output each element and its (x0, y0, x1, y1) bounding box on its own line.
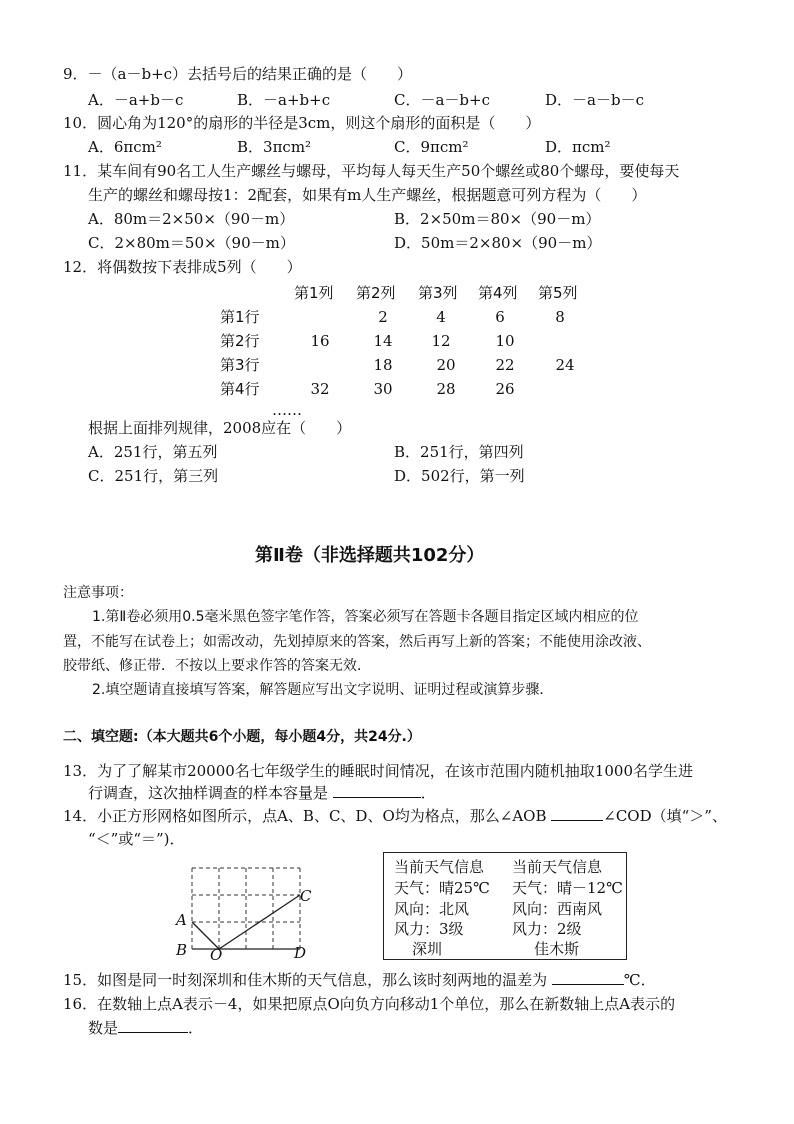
weather-left-title: 当前天气信息 (394, 858, 485, 876)
q12-option-a: A．251行，第五列 (88, 443, 218, 461)
weather-right-city: 佳木斯 (534, 940, 580, 958)
grid-lines (192, 868, 300, 949)
table-cell: 28 (436, 380, 456, 398)
col-header-5: 第5列 (538, 284, 578, 302)
notice-label: 注意事项： (63, 585, 133, 601)
q16-answer-blank[interactable] (118, 1018, 188, 1033)
weather-right-wind-direction: 风向：西南风 (512, 900, 603, 918)
q11-stem-line2: 生产的螺丝和螺母按1：2配套，如果有m人生产螺丝，根据题意可列方程为（ ） (88, 186, 647, 204)
q11-option-c: C．2×80m＝50×（90－m） (88, 234, 295, 252)
q14-line2: “＜”或“＝”)． (88, 830, 185, 848)
q13-text: 行调查，这次抽样调查的样本容量是 (88, 784, 329, 802)
table-cell: 10 (495, 332, 515, 350)
col-header-1: 第1列 (294, 284, 334, 302)
q13-line1: 13．为了了解某市20000名七年级学生的睡眠时间情况，在该市范围内随机抽取1000名学生进 (63, 762, 693, 780)
q13-line2 (88, 783, 436, 803)
weather-left-city: 深圳 (412, 940, 443, 958)
q14-text-b: ∠COD（填“＞”、 (603, 807, 727, 825)
q16-end: ． (188, 1019, 204, 1037)
row-header-1: 第1行 (220, 308, 260, 326)
weather-info-box (383, 852, 627, 960)
q15-text: 15．如图是同一时刻深圳和佳木斯的天气信息，那么该时刻两地的温差为 (63, 971, 548, 989)
q9-stem: 9．－（a－b+c）去括号后的结果正确的是（ ） (63, 65, 413, 83)
q12-option-b: B．251行，第四列 (394, 443, 524, 461)
row-header-2: 第2行 (220, 332, 260, 350)
q9-option-b: B．－a+b+c (237, 91, 331, 109)
q14-line1 (63, 806, 727, 826)
notice1-line1: 1.第Ⅱ卷必须用0.5毫米黑色签字笔作答，答案必须写在答题卡各题目指定区域内相应的位 (92, 609, 639, 625)
point-label-d: D (294, 944, 307, 962)
table-ellipsis: …… (272, 401, 302, 419)
q10-option-d: D．πcm² (545, 138, 611, 156)
q10-option-a: A．6πcm² (88, 138, 162, 156)
col-header-3: 第3列 (418, 284, 458, 302)
q14-text-a: 14．小正方形网格如图所示，点A、B、C、D、O均为格点，那么∠AOB (63, 807, 547, 825)
q11-option-d: D．50m＝2×80×（90－m） (394, 234, 602, 252)
q16-line2 (88, 1018, 203, 1038)
table-cell: 20 (436, 356, 456, 374)
weather-left-wind-force: 风力：3级 (394, 920, 464, 938)
grid-figure (170, 860, 340, 968)
notice1-line2: 置，不能写在试卷上；如需改动，先划掉原来的答案，然后再写上新的答案；不能使用涂改液、 (63, 634, 651, 650)
q16-line1: 16．在数轴上点A表示－4，如果把原点O向负方向移动1个单位，那么在新数轴上点A表示的 (63, 995, 676, 1013)
weather-left-condition: 天气：晴25℃ (394, 879, 490, 897)
table-cell: 32 (310, 380, 330, 398)
q15-line (63, 970, 656, 990)
q11-stem-line1: 11．某车间有90名工人生产螺丝与螺母，平均每人每天生产50个螺丝或80个螺母，要使每天 (63, 162, 680, 180)
table-cell: 2 (378, 308, 388, 326)
row-header-3: 第3行 (220, 356, 260, 374)
q12-option-c: C．251行，第三列 (88, 467, 219, 485)
table-cell: 14 (373, 332, 393, 350)
part2-title: 第Ⅱ卷（非选择题共102分） (255, 545, 485, 566)
notice2: 2.填空题请直接填写答案，解答题应写出文字说明、证明过程或演算步骤． (92, 682, 554, 698)
point-label-o: O (210, 946, 223, 964)
segment-ao (192, 922, 219, 949)
q15-unit: ℃． (623, 971, 656, 989)
q9-option-d: D．－a－b－c (545, 91, 644, 109)
q13-end: ． (420, 784, 436, 802)
table-cell: 24 (555, 356, 575, 374)
q11-option-b: B．2×50m＝80×（90－m） (394, 210, 601, 228)
q13-answer-blank[interactable] (333, 783, 421, 798)
point-label-c: C (300, 887, 312, 905)
q9-option-a: A．－a+b－c (88, 91, 184, 109)
q12-question: 根据上面排列规律，2008应在（ ） (88, 419, 352, 437)
notice1-line3: 胶带纸、修正带．不按以上要求作答的答案无效． (63, 658, 371, 674)
q10-stem: 10．圆心角为120°的扇形的半径是3cm，则这个扇形的面积是（ ） (63, 114, 541, 132)
table-cell: 26 (495, 380, 515, 398)
q12-stem: 12．将偶数按下表排成5列（ ） (63, 258, 302, 276)
section2-title: 二、填空题:（本大题共6个小题，每小题4分，共24分.） (63, 729, 421, 745)
q10-option-b: B．3πcm² (237, 138, 312, 156)
table-cell: 16 (310, 332, 330, 350)
table-cell: 8 (555, 308, 565, 326)
table-cell: 22 (495, 356, 515, 374)
table-cell: 18 (373, 356, 393, 374)
table-cell: 4 (436, 308, 446, 326)
segment-oc (219, 895, 300, 949)
row-header-4: 第4行 (220, 380, 260, 398)
q11-option-a: A．80m＝2×50×（90－m） (88, 210, 295, 228)
point-label-b: B (176, 941, 188, 959)
q14-answer-blank[interactable] (551, 806, 603, 821)
weather-right-wind-force: 风力：2级 (512, 920, 582, 938)
q16-text: 数是 (88, 1019, 119, 1037)
weather-left-wind-direction: 风向：北风 (394, 900, 470, 918)
point-label-a: A (176, 911, 187, 929)
q9-option-c: C．－a－b+c (394, 91, 490, 109)
q10-option-c: C．9πcm² (394, 138, 469, 156)
table-cell: 30 (373, 380, 393, 398)
weather-right-title: 当前天气信息 (512, 858, 603, 876)
col-header-2: 第2列 (356, 284, 396, 302)
q15-answer-blank[interactable] (552, 970, 624, 985)
weather-right-condition: 天气：晴－12℃ (512, 879, 623, 897)
table-cell: 6 (495, 308, 505, 326)
table-cell: 12 (431, 332, 451, 350)
col-header-4: 第4列 (478, 284, 518, 302)
q12-option-d: D．502行，第一列 (394, 467, 525, 485)
